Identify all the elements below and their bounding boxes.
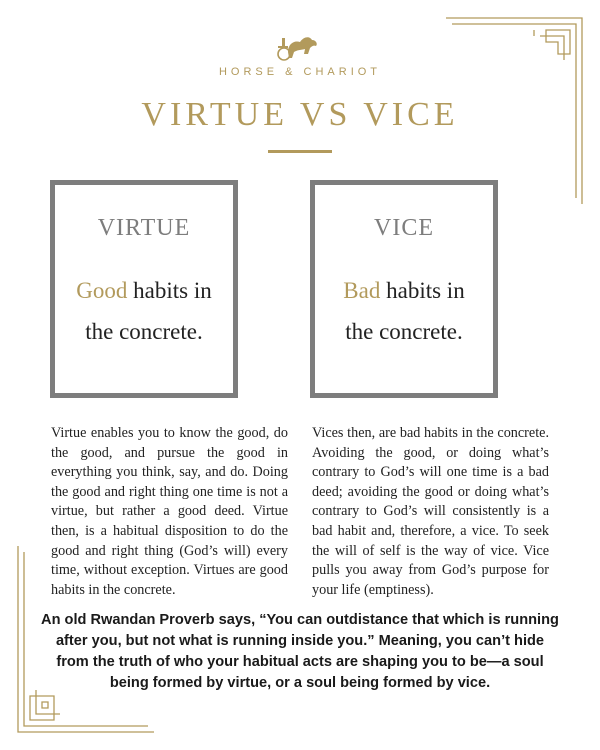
virtue-card-definition: [55, 270, 233, 352]
vice-card-line-1: [315, 270, 493, 311]
vice-card-line-2: the concrete.: [345, 319, 463, 344]
proverb-text: An old Rwandan Proverb says, “You can outdistance that which is running after you, but not what is running inside you.” Meaning, you can’t hide from the truth of who your habitual acts are shaping you to be—a soul being formed by virtue, or a soul being formed by vice.: [41, 612, 559, 691]
virtue-line-1-rest: habits in: [127, 278, 212, 303]
vice-line-1-rest: habits in: [380, 278, 465, 303]
horse-chariot-icon: [270, 30, 330, 64]
vice-accent-word: Bad: [343, 278, 381, 303]
virtue-accent-word: Good: [76, 278, 128, 303]
virtue-paragraph: Virtue enables you to know the good, do the good, and pursue the good in everything you think, say, and do. Doing the good and right thing one time is not a virtue, but rather a good deed. Virtue then, is a habitual disposition to do the good and right thing (God’s will) every time, without exception. Virtues are good habits in the concrete.: [51, 425, 288, 598]
vice-card-heading: VICE: [374, 215, 434, 241]
vice-card: [310, 180, 498, 398]
virtue-card-line-1: [55, 270, 233, 311]
vice-card-definition: [315, 270, 493, 352]
virtue-card-line-2: the concrete.: [85, 319, 203, 344]
virtue-card: [50, 180, 238, 398]
virtue-card-heading: VIRTUE: [97, 215, 191, 241]
brand-logo: [0, 30, 600, 78]
page-title: VIRTUE VS VICE: [141, 96, 459, 133]
title-divider: [268, 150, 332, 153]
brand-name: HORSE & CHARIOT: [218, 66, 382, 78]
vice-paragraph: Vices then, are bad habits in the concrete. Avoiding the good, or doing what’s contrary to God’s will one time is a bad deed; avoiding the good or doing what’s contrary to God’s will consistently is a bad habit and, therefore, a vice. To seek the will of self is the way of vice. Vice pulls you away from God’s purpose for your life (emptiness).: [312, 425, 549, 598]
